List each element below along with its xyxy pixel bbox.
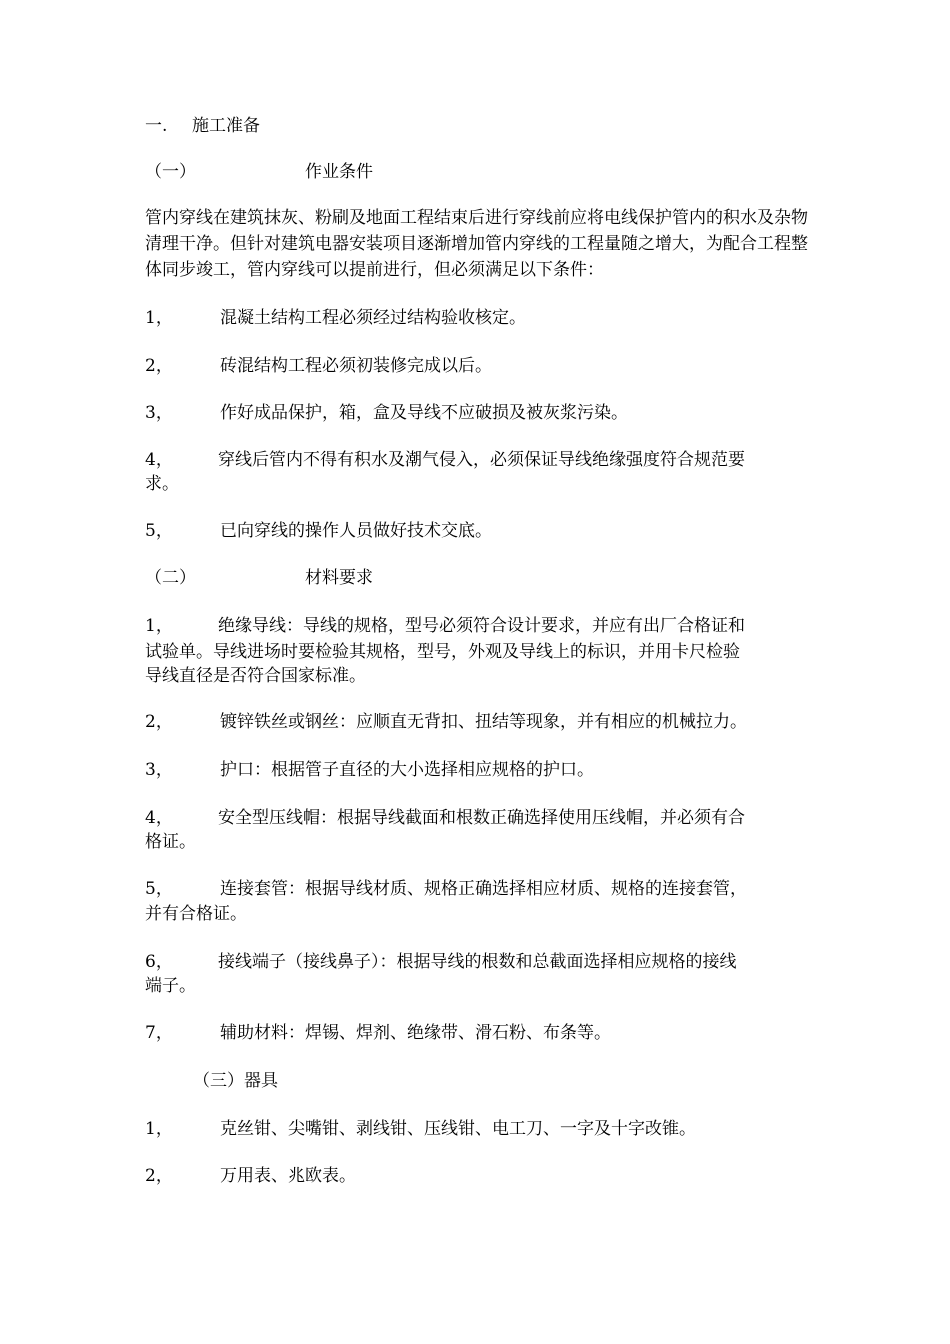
list-item-text: 作好成品保护，箱，盒及导线不应破损及被灰浆污染。 <box>220 403 628 423</box>
list-item-text-continued: 导线直径是否符合国家标准。 <box>145 666 366 686</box>
list-item-text: 安全型压线帽：根据导线截面和根数正确选择使用压线帽，并必须有合 <box>218 808 745 828</box>
list-item-text: 接线端子（接线鼻子）：根据导线的根数和总截面选择相应规格的接线 <box>218 952 737 972</box>
list-item-number: 4， <box>145 450 173 470</box>
list-item-text-continued: 格证。 <box>145 832 196 852</box>
list-item-number: 1， <box>145 308 173 328</box>
list-item-text: 穿线后管内不得有积水及潮气侵入，必须保证导线绝缘强度符合规范要 <box>218 450 745 470</box>
list-item-text: 万用表、兆欧表。 <box>220 1166 356 1186</box>
list-item-text: 混凝土结构工程必须经过结构验收核定。 <box>220 308 526 328</box>
list-item-number: 6， <box>145 952 173 972</box>
list-item-number: 3， <box>145 403 173 423</box>
list-item-number: 2， <box>145 712 173 732</box>
list-item-number: 7， <box>145 1023 173 1043</box>
list-item-text-continued: 求。 <box>145 474 179 494</box>
list-item-text: 已向穿线的操作人员做好技术交底。 <box>220 521 492 541</box>
list-item-text: 护口：根据管子直径的大小选择相应规格的护口。 <box>220 760 594 780</box>
section-title: 材料要求 <box>305 568 373 588</box>
list-item-number: 5， <box>145 879 173 899</box>
list-item-text-continued: 并有合格证。 <box>145 904 247 924</box>
section-marker: （二） <box>145 568 196 588</box>
heading-title: 施工准备 <box>192 116 260 136</box>
list-item-number: 2， <box>145 1166 173 1186</box>
list-item-text: 辅助材料：焊锡、焊剂、绝缘带、滑石粉、布条等。 <box>220 1023 611 1043</box>
list-item-text: 绝缘导线：导线的规格，型号必须符合设计要求，并应有出厂合格证和 <box>218 616 745 636</box>
list-item-text: 镀锌铁丝或钢丝：应顺直无背扣、扭结等现象，并有相应的机械拉力。 <box>220 712 747 732</box>
list-item-text: 连接套管：根据导线材质、规格正确选择相应材质、规格的连接套管， <box>220 879 747 899</box>
list-item-number: 1， <box>145 616 173 636</box>
list-item-number: 3， <box>145 760 173 780</box>
heading-marker: 一. <box>145 116 168 136</box>
list-item-text: 砖混结构工程必须初装修完成以后。 <box>220 356 492 376</box>
section-title: （三）器具 <box>193 1071 278 1091</box>
list-item-text-continued: 试验单。导线进场时要检验其规格，型号，外观及导线上的标识，并用卡尺检验 <box>145 642 740 662</box>
list-item-text: 克丝钳、尖嘴钳、剥线钳、压线钳、电工刀、一字及十字改锥。 <box>220 1119 696 1139</box>
list-item-text-continued: 端子。 <box>145 976 196 996</box>
list-item-number: 2， <box>145 356 173 376</box>
list-item-number: 5， <box>145 521 173 541</box>
section-marker: （一） <box>145 162 196 182</box>
section-title: 作业条件 <box>305 162 373 182</box>
intro-paragraph: 管内穿线在建筑抹灰、粉刷及地面工程结束后进行穿线前应将电线保护管内的积水及杂物清理干净。但针对建筑电器安装项目逐渐增加管内穿线的工程量随之增大，为配合工程整体同步竣工，管内穿线可以提前进行，但必须满足以下条件： <box>145 208 808 280</box>
list-item-number: 4， <box>145 808 173 828</box>
list-item-number: 1， <box>145 1119 173 1139</box>
